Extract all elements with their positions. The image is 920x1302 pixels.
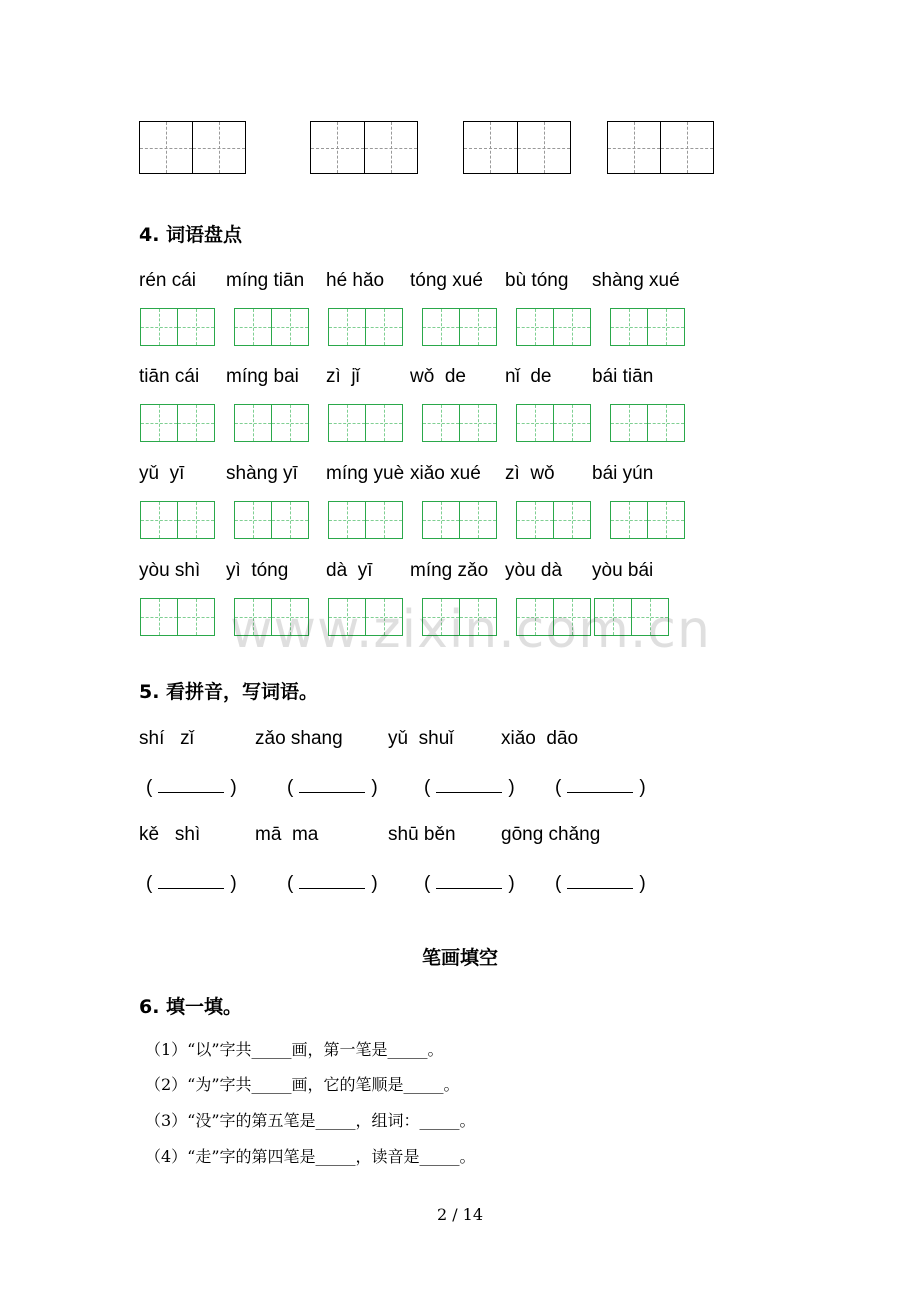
answer-blank[interactable] — [555, 777, 646, 799]
section-6-heading: 6. 填一填。 — [139, 996, 243, 1018]
blank-line[interactable] — [299, 874, 365, 889]
open-paren: ( — [424, 873, 431, 894]
answer-blank[interactable] — [424, 873, 515, 895]
pinyin-label: kě shì — [139, 824, 201, 845]
pinyin-label: yòu dà — [505, 560, 563, 581]
close-paren: ) — [371, 777, 378, 798]
open-paren: ( — [424, 777, 431, 798]
pinyin-label: shàng xué — [592, 270, 680, 291]
writing-box — [463, 121, 571, 174]
open-paren: ( — [555, 873, 562, 894]
pinyin-label: hé hǎo — [326, 270, 385, 291]
question-2: （2）“为”字共_____画，它的笔顺是_____。 — [145, 1075, 460, 1094]
pinyin-label: shí zǐ — [139, 728, 194, 749]
section-4-heading: 4. 词语盘点 — [139, 224, 243, 246]
pinyin-label: wǒ de — [410, 366, 466, 387]
pinyin-label: míng tiān — [226, 270, 305, 291]
question-4: （4）“走”字的第四笔是_____，读音是_____。 — [145, 1147, 476, 1166]
pinyin-label: xiǎo dāo — [501, 728, 579, 749]
question-3: （3）“没”字的第五笔是_____，组词：_____。 — [145, 1111, 476, 1130]
answer-blank[interactable] — [424, 777, 515, 799]
word-writing-box[interactable] — [140, 598, 215, 636]
blank-line[interactable] — [567, 874, 633, 889]
pinyin-label: yòu shì — [139, 560, 201, 581]
pinyin-label: shàng yī — [226, 463, 298, 484]
blank-line[interactable] — [158, 778, 224, 793]
open-paren: ( — [555, 777, 562, 798]
answer-blank[interactable] — [146, 873, 237, 895]
word-writing-box[interactable] — [234, 501, 309, 539]
word-writing-box[interactable] — [516, 308, 591, 346]
pinyin-label: rén cái — [139, 270, 197, 291]
section-5-heading: 5. 看拼音，写词语。 — [139, 681, 319, 703]
close-paren: ) — [371, 873, 378, 894]
open-paren: ( — [287, 777, 294, 798]
pinyin-label: zì jǐ — [326, 366, 360, 387]
pinyin-label: shū běn — [388, 824, 456, 845]
word-writing-box[interactable] — [516, 404, 591, 442]
blank-line[interactable] — [299, 778, 365, 793]
blank-line[interactable] — [436, 778, 502, 793]
close-paren: ) — [639, 777, 646, 798]
pinyin-label: yòu bái — [592, 560, 654, 581]
word-writing-box[interactable] — [328, 501, 403, 539]
word-writing-box[interactable] — [516, 501, 591, 539]
pinyin-label: yǔ shuǐ — [388, 728, 454, 749]
close-paren: ) — [639, 873, 646, 894]
blank-line[interactable] — [436, 874, 502, 889]
answer-blank[interactable] — [287, 873, 378, 895]
pinyin-label: nǐ de — [505, 366, 552, 387]
word-writing-box[interactable] — [234, 308, 309, 346]
pinyin-label: tiān cái — [139, 366, 200, 387]
writing-box — [139, 121, 246, 174]
word-writing-box[interactable] — [140, 404, 215, 442]
writing-box — [310, 121, 418, 174]
pinyin-label: zì wǒ — [505, 463, 555, 484]
answer-blank[interactable] — [555, 873, 646, 895]
pinyin-label: tóng xué — [410, 270, 483, 291]
question-1: （1）“以”字共_____画，第一笔是_____。 — [145, 1040, 444, 1059]
word-writing-box[interactable] — [328, 308, 403, 346]
pinyin-label: míng zǎo — [410, 560, 489, 581]
close-paren: ) — [230, 873, 237, 894]
word-writing-box[interactable] — [610, 308, 685, 346]
answer-blank[interactable] — [287, 777, 378, 799]
pinyin-label: gōng chǎng — [501, 824, 601, 845]
pinyin-label: yǔ yī — [139, 463, 185, 484]
pinyin-label: yì tóng — [226, 560, 289, 581]
word-writing-box[interactable] — [234, 404, 309, 442]
close-paren: ) — [508, 873, 515, 894]
word-writing-box[interactable] — [610, 501, 685, 539]
pinyin-label: dà yī — [326, 560, 373, 581]
pinyin-label: zǎo shang — [255, 728, 343, 749]
blank-line[interactable] — [158, 874, 224, 889]
pinyin-label: bù tóng — [505, 270, 569, 291]
pinyin-label: míng bai — [226, 366, 299, 387]
close-paren: ) — [230, 777, 237, 798]
close-paren: ) — [508, 777, 515, 798]
word-writing-box[interactable] — [140, 308, 215, 346]
word-writing-box[interactable] — [422, 308, 497, 346]
word-writing-box[interactable] — [328, 404, 403, 442]
word-writing-box[interactable] — [422, 501, 497, 539]
word-writing-box[interactable] — [422, 404, 497, 442]
open-paren: ( — [146, 777, 153, 798]
open-paren: ( — [287, 873, 294, 894]
pinyin-label: xiǎo xué — [410, 463, 481, 484]
blank-line[interactable] — [567, 778, 633, 793]
answer-blank[interactable] — [146, 777, 237, 799]
pinyin-label: bái yún — [592, 463, 654, 484]
page-number: 2 / 14 — [436, 1205, 484, 1224]
writing-box — [607, 121, 714, 174]
pinyin-label: mā ma — [255, 824, 319, 845]
word-writing-box[interactable] — [610, 404, 685, 442]
pinyin-label: bái tiān — [592, 366, 654, 387]
open-paren: ( — [146, 873, 153, 894]
pinyin-label: míng yuè — [326, 463, 405, 484]
watermark: www.zixin.com.cn — [230, 600, 711, 660]
word-writing-box[interactable] — [140, 501, 215, 539]
section-title: 笔画填空 — [421, 947, 498, 969]
